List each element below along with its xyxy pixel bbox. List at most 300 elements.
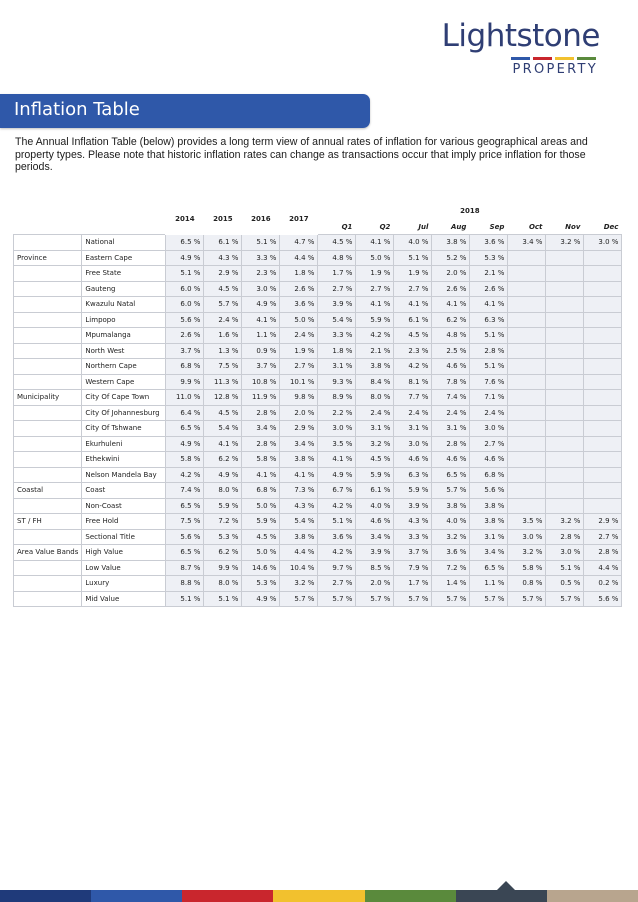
footer-color-segment: [456, 890, 547, 902]
table-row: [14, 545, 622, 561]
table-cell: 4.1 %: [204, 436, 242, 452]
table-cell: 8.0 %: [204, 576, 242, 592]
table-cell: 4.9 %: [166, 250, 204, 266]
table-cell: 5.0 %: [242, 545, 280, 561]
table-cell: 8.0 %: [204, 483, 242, 499]
table-cell: 4.0 %: [432, 514, 470, 530]
table-cell: 2.8 %: [470, 343, 508, 359]
page-title: Inflation Table: [14, 99, 140, 120]
table-cell: 2.4 %: [432, 405, 470, 421]
table-cell: 7.2 %: [432, 560, 470, 576]
table-cell: 3.4 %: [242, 421, 280, 437]
table-cell: 1.8 %: [318, 343, 356, 359]
table-cell: 3.4 %: [356, 529, 394, 545]
footer-color-segment: [547, 890, 638, 902]
row-label: Northern Cape: [82, 359, 166, 375]
table-cell: 6.8 %: [166, 359, 204, 375]
table-cell: 4.1 %: [470, 297, 508, 313]
table-cell: [584, 266, 622, 282]
table-cell: 6.5 %: [470, 560, 508, 576]
table-cell: 3.9 %: [318, 297, 356, 313]
table-cell: 9.9 %: [166, 374, 204, 390]
table-cell: 8.5 %: [356, 560, 394, 576]
table-cell: [584, 498, 622, 514]
table-cell: 11.0 %: [166, 390, 204, 406]
table-cell: 4.5 %: [394, 328, 432, 344]
intro-paragraph: The Annual Inflation Table (below) provides a long term view of annual rates of inflation for various geographical areas and property types. Please note that historic inflation rates can change as transactions occur that imply price inflation for those periods.: [15, 136, 588, 174]
year-header: 2016: [242, 204, 280, 235]
table-cell: 3.0 %: [470, 421, 508, 437]
table-cell: 5.4 %: [318, 312, 356, 328]
table-cell: 3.0 %: [318, 421, 356, 437]
footer-color-segment: [365, 890, 456, 902]
table-cell: 5.7 %: [280, 591, 318, 607]
table-cell: 2.4 %: [280, 328, 318, 344]
table-cell: [546, 467, 584, 483]
table-cell: [584, 297, 622, 313]
table-cell: 3.2 %: [546, 235, 584, 251]
table-cell: 3.2 %: [432, 529, 470, 545]
row-group-label: [14, 467, 82, 483]
footer-color-segment: [0, 890, 91, 902]
table-cell: 5.1 %: [546, 560, 584, 576]
table-cell: [508, 266, 546, 282]
table-cell: 4.4 %: [280, 545, 318, 561]
table-cell: 2.9 %: [204, 266, 242, 282]
table-cell: 7.1 %: [470, 390, 508, 406]
table-cell: 5.1 %: [470, 328, 508, 344]
table-cell: [508, 343, 546, 359]
table-cell: [584, 421, 622, 437]
table-cell: 6.7 %: [318, 483, 356, 499]
table-cell: [546, 436, 584, 452]
table-cell: 3.8 %: [356, 359, 394, 375]
row-group-label: [14, 436, 82, 452]
table-cell: 4.9 %: [204, 467, 242, 483]
table-cell: 5.8 %: [166, 452, 204, 468]
row-group-label: Area Value Bands: [14, 545, 82, 561]
table-cell: [508, 421, 546, 437]
table-cell: 3.1 %: [432, 421, 470, 437]
table-cell: 2.9 %: [280, 421, 318, 437]
table-cell: 5.1 %: [166, 591, 204, 607]
row-group-label: [14, 374, 82, 390]
row-label: Nelson Mandela Bay: [82, 467, 166, 483]
table-cell: 2.8 %: [242, 405, 280, 421]
table-cell: 5.7 %: [508, 591, 546, 607]
row-label: Non-Coast: [82, 498, 166, 514]
table-cell: 7.5 %: [166, 514, 204, 530]
table-cell: 3.1 %: [470, 529, 508, 545]
table-cell: 8.0 %: [356, 390, 394, 406]
table-cell: 2.7 %: [394, 281, 432, 297]
table-cell: 2.6 %: [280, 281, 318, 297]
row-label: Kwazulu Natal: [82, 297, 166, 313]
table-cell: 5.8 %: [242, 452, 280, 468]
table-cell: 3.2 %: [356, 436, 394, 452]
row-label: Low Value: [82, 560, 166, 576]
table-cell: 4.9 %: [318, 467, 356, 483]
table-cell: 1.9 %: [356, 266, 394, 282]
row-label: City Of Cape Town: [82, 390, 166, 406]
table-cell: [546, 483, 584, 499]
table-cell: 7.2 %: [204, 514, 242, 530]
table-cell: 10.4 %: [280, 560, 318, 576]
header-blank: [82, 204, 166, 220]
table-cell: [584, 467, 622, 483]
row-group-label: Province: [14, 250, 82, 266]
table-cell: 4.4 %: [584, 560, 622, 576]
period-header: Nov: [546, 219, 584, 235]
row-label: Ekurhuleni: [82, 436, 166, 452]
table-cell: [546, 250, 584, 266]
table-row: [14, 266, 622, 282]
table-cell: 5.1 %: [470, 359, 508, 375]
table-cell: 3.1 %: [394, 421, 432, 437]
table-cell: [546, 266, 584, 282]
table-cell: 4.3 %: [394, 514, 432, 530]
table-cell: 4.2 %: [318, 545, 356, 561]
table-cell: 5.7 %: [432, 591, 470, 607]
table-cell: 4.0 %: [356, 498, 394, 514]
table-cell: [584, 436, 622, 452]
table-cell: 4.2 %: [318, 498, 356, 514]
logo-bar: [577, 57, 596, 60]
header-blank: [82, 219, 166, 235]
table-cell: 3.8 %: [432, 498, 470, 514]
table-cell: 3.9 %: [356, 545, 394, 561]
table-row: [14, 529, 622, 545]
table-row: [14, 498, 622, 514]
table-cell: 2.0 %: [280, 405, 318, 421]
table-cell: 5.6 %: [584, 591, 622, 607]
table-cell: [508, 436, 546, 452]
table-cell: 1.1 %: [242, 328, 280, 344]
table-cell: 3.5 %: [508, 514, 546, 530]
table-cell: 2.7 %: [280, 359, 318, 375]
table-cell: 4.1 %: [280, 467, 318, 483]
table-cell: [546, 281, 584, 297]
table-cell: 5.4 %: [204, 421, 242, 437]
table-cell: 9.3 %: [318, 374, 356, 390]
table-cell: 4.8 %: [432, 328, 470, 344]
table-cell: 3.9 %: [394, 498, 432, 514]
table-cell: 4.2 %: [166, 467, 204, 483]
table-cell: 2.8 %: [432, 436, 470, 452]
period-header: Dec: [584, 219, 622, 235]
footer-pointer-icon: [497, 881, 515, 890]
table-cell: 8.8 %: [166, 576, 204, 592]
table-cell: 4.1 %: [242, 467, 280, 483]
row-group-label: [14, 297, 82, 313]
table-cell: 11.9 %: [242, 390, 280, 406]
row-group-label: [14, 328, 82, 344]
table-cell: 5.0 %: [242, 498, 280, 514]
row-label: Sectional Title: [82, 529, 166, 545]
year-header: 2017: [280, 204, 318, 235]
table-row: [14, 514, 622, 530]
table-cell: 5.7 %: [394, 591, 432, 607]
table-cell: 1.8 %: [280, 266, 318, 282]
table-cell: 2.9 %: [584, 514, 622, 530]
logo-bar: [511, 57, 530, 60]
table-cell: 4.5 %: [204, 405, 242, 421]
table-cell: 7.3 %: [280, 483, 318, 499]
row-group-label: Coastal: [14, 483, 82, 499]
table-cell: 4.9 %: [242, 297, 280, 313]
logo-color-bars: [430, 57, 596, 60]
table-cell: 8.9 %: [318, 390, 356, 406]
table-cell: 6.2 %: [432, 312, 470, 328]
table-cell: 1.1 %: [470, 576, 508, 592]
table-cell: 5.9 %: [242, 514, 280, 530]
table-cell: 0.5 %: [546, 576, 584, 592]
table-cell: 2.3 %: [394, 343, 432, 359]
table-cell: 3.7 %: [242, 359, 280, 375]
table-cell: 5.7 %: [432, 483, 470, 499]
table-cell: 3.3 %: [318, 328, 356, 344]
table-cell: 4.1 %: [356, 297, 394, 313]
table-cell: 5.2 %: [432, 250, 470, 266]
table-cell: 6.3 %: [470, 312, 508, 328]
table-cell: [508, 498, 546, 514]
footer-color-strip: [0, 890, 638, 902]
row-group-label: [14, 591, 82, 607]
table-cell: 14.6 %: [242, 560, 280, 576]
table-cell: 3.6 %: [318, 529, 356, 545]
table-cell: [546, 498, 584, 514]
table-cell: 4.5 %: [242, 529, 280, 545]
table-cell: 12.8 %: [204, 390, 242, 406]
table-row: [14, 560, 622, 576]
table-cell: 3.0 %: [242, 281, 280, 297]
table-cell: 4.1 %: [394, 297, 432, 313]
logo-bar: [533, 57, 552, 60]
table-cell: [584, 328, 622, 344]
table-cell: [584, 359, 622, 375]
table-cell: 5.6 %: [470, 483, 508, 499]
period-header: Q1: [318, 219, 356, 235]
table-cell: [546, 328, 584, 344]
header-row-periods: [14, 219, 622, 235]
table-cell: 5.0 %: [356, 250, 394, 266]
table-cell: 0.8 %: [508, 576, 546, 592]
row-group-label: [14, 452, 82, 468]
table-cell: [508, 328, 546, 344]
table-cell: 6.5 %: [166, 235, 204, 251]
table-cell: 11.3 %: [204, 374, 242, 390]
table-cell: 6.0 %: [166, 297, 204, 313]
table-cell: 2.7 %: [318, 281, 356, 297]
table-cell: 6.8 %: [242, 483, 280, 499]
table-cell: [584, 250, 622, 266]
table-cell: 3.2 %: [280, 576, 318, 592]
table-cell: [508, 312, 546, 328]
table-cell: 5.6 %: [166, 312, 204, 328]
row-label: Luxury: [82, 576, 166, 592]
table-cell: 3.8 %: [432, 235, 470, 251]
table-cell: [508, 390, 546, 406]
table-cell: 3.1 %: [356, 421, 394, 437]
table-row: [14, 343, 622, 359]
table-row: [14, 576, 622, 592]
table-cell: 3.8 %: [280, 452, 318, 468]
table-cell: 4.5 %: [318, 235, 356, 251]
table-cell: 4.7 %: [280, 235, 318, 251]
header-row-years: [14, 204, 622, 220]
row-label: City Of Johannesburg: [82, 405, 166, 421]
table-cell: 2.8 %: [584, 545, 622, 561]
footer-color-segment: [91, 890, 182, 902]
table-cell: 2.5 %: [432, 343, 470, 359]
table-cell: 2.8 %: [546, 529, 584, 545]
row-label: Western Cape: [82, 374, 166, 390]
table-cell: 5.3 %: [470, 250, 508, 266]
table-cell: [546, 312, 584, 328]
row-label: High Value: [82, 545, 166, 561]
footer-color-segment: [273, 890, 364, 902]
table-cell: 8.7 %: [166, 560, 204, 576]
row-label: Eastern Cape: [82, 250, 166, 266]
table-cell: 2.1 %: [356, 343, 394, 359]
table-cell: 5.7 %: [318, 591, 356, 607]
table-cell: 3.3 %: [242, 250, 280, 266]
table-row: [14, 312, 622, 328]
row-label: Mid Value: [82, 591, 166, 607]
row-group-label: [14, 281, 82, 297]
row-group-label: [14, 529, 82, 545]
table-row: [14, 250, 622, 266]
table-cell: 2.4 %: [394, 405, 432, 421]
table-cell: 4.6 %: [432, 359, 470, 375]
table-cell: 6.5 %: [166, 421, 204, 437]
header-blank: [14, 204, 82, 220]
year-header-2018: 2018: [318, 204, 622, 220]
table-cell: 5.1 %: [242, 235, 280, 251]
table-cell: 2.7 %: [356, 281, 394, 297]
row-group-label: [14, 560, 82, 576]
table-cell: 6.1 %: [356, 483, 394, 499]
table-cell: 7.4 %: [432, 390, 470, 406]
table-cell: 5.7 %: [546, 591, 584, 607]
table-row: [14, 436, 622, 452]
table-cell: [508, 250, 546, 266]
table-cell: 4.2 %: [356, 328, 394, 344]
row-label: North West: [82, 343, 166, 359]
table-cell: 5.4 %: [280, 514, 318, 530]
row-group-label: [14, 343, 82, 359]
table-cell: 2.0 %: [432, 266, 470, 282]
table-cell: 4.1 %: [242, 312, 280, 328]
table-cell: 4.5 %: [356, 452, 394, 468]
table-cell: 2.7 %: [584, 529, 622, 545]
table-cell: [584, 452, 622, 468]
table-cell: 5.6 %: [166, 529, 204, 545]
table-cell: 3.0 %: [508, 529, 546, 545]
row-group-label: [14, 266, 82, 282]
table-cell: 3.4 %: [280, 436, 318, 452]
table-cell: 6.1 %: [394, 312, 432, 328]
table-cell: [546, 421, 584, 437]
table-cell: 6.8 %: [470, 467, 508, 483]
lightstone-logo: [430, 18, 600, 77]
table-cell: 8.1 %: [394, 374, 432, 390]
table-cell: 4.5 %: [204, 281, 242, 297]
row-label: Mpumalanga: [82, 328, 166, 344]
table-cell: 3.8 %: [470, 514, 508, 530]
table-cell: [508, 281, 546, 297]
year-header: 2015: [204, 204, 242, 235]
table-cell: 4.8 %: [318, 250, 356, 266]
table-cell: 10.1 %: [280, 374, 318, 390]
table-cell: 5.7 %: [356, 591, 394, 607]
table-cell: 2.4 %: [356, 405, 394, 421]
table-cell: [584, 483, 622, 499]
row-label: National: [82, 235, 166, 251]
period-header: Sep: [470, 219, 508, 235]
table-cell: [508, 374, 546, 390]
table-cell: [508, 405, 546, 421]
table-cell: 6.5 %: [432, 467, 470, 483]
row-group-label: [14, 498, 82, 514]
table-cell: 1.9 %: [394, 266, 432, 282]
table-row: [14, 467, 622, 483]
row-label: City Of Tshwane: [82, 421, 166, 437]
table-cell: 7.8 %: [432, 374, 470, 390]
table-cell: [584, 312, 622, 328]
table-cell: 4.2 %: [394, 359, 432, 375]
table-cell: 3.2 %: [508, 545, 546, 561]
table-cell: 3.3 %: [394, 529, 432, 545]
table-cell: 4.4 %: [280, 250, 318, 266]
table-row: [14, 297, 622, 313]
table-cell: 6.5 %: [166, 545, 204, 561]
row-group-label: Municipality: [14, 390, 82, 406]
table-cell: 6.4 %: [166, 405, 204, 421]
table-cell: 5.9 %: [204, 498, 242, 514]
table-row: [14, 374, 622, 390]
table-cell: 0.9 %: [242, 343, 280, 359]
table-cell: [508, 452, 546, 468]
table-row: [14, 390, 622, 406]
table-row: [14, 591, 622, 607]
table-cell: 5.1 %: [394, 250, 432, 266]
table-cell: 0.2 %: [584, 576, 622, 592]
logo-subtitle: PROPERTY: [512, 62, 598, 77]
table-cell: 2.8 %: [242, 436, 280, 452]
table-cell: 5.9 %: [356, 312, 394, 328]
row-group-label: [14, 312, 82, 328]
row-label: Gauteng: [82, 281, 166, 297]
footer-color-segment: [182, 890, 273, 902]
table-cell: [546, 343, 584, 359]
period-header: Aug: [432, 219, 470, 235]
logo-bar: [555, 57, 574, 60]
table-cell: 5.1 %: [318, 514, 356, 530]
table-cell: 9.9 %: [204, 560, 242, 576]
table-cell: 5.3 %: [242, 576, 280, 592]
title-banner: [0, 94, 370, 128]
table-cell: [546, 374, 584, 390]
table-cell: 6.1 %: [204, 235, 242, 251]
table-cell: 7.5 %: [204, 359, 242, 375]
logo-wordmark: Lightstone: [441, 18, 600, 54]
table-cell: 2.3 %: [242, 266, 280, 282]
table-cell: 3.6 %: [470, 235, 508, 251]
table-cell: 6.2 %: [204, 545, 242, 561]
row-group-label: [14, 421, 82, 437]
table-cell: [584, 390, 622, 406]
